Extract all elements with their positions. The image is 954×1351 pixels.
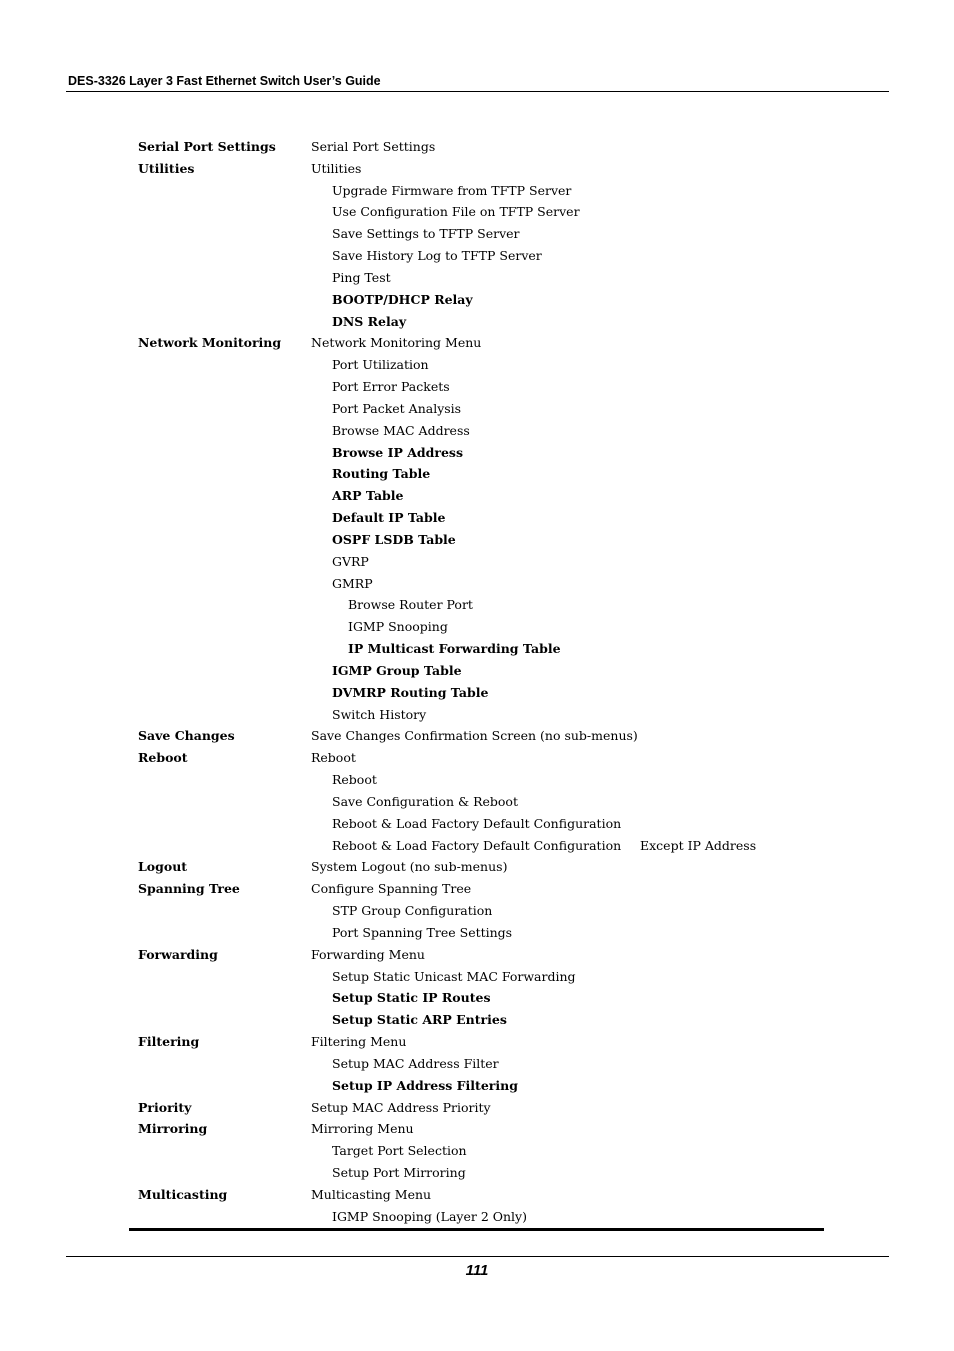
submenu-item: Setup Static IP Routes xyxy=(332,990,491,1005)
submenu-item: Upgrade Firmware from TFTP Server xyxy=(332,183,572,198)
submenu-item: Reboot xyxy=(332,772,377,787)
submenu-item: IGMP Snooping xyxy=(348,619,448,634)
menu-category-label: Logout xyxy=(138,859,188,874)
menu-category-label: Multicasting xyxy=(138,1187,228,1202)
menu-category-label: Forwarding xyxy=(138,947,218,962)
submenu-item: Setup Static ARP Entries xyxy=(332,1012,507,1027)
submenu-item: Switch History xyxy=(332,707,427,722)
menu-category-label: Reboot xyxy=(138,750,188,765)
menu-title: Mirroring Menu xyxy=(311,1121,414,1136)
submenu-item: Port Packet Analysis xyxy=(332,401,462,416)
menu-category-label: Utilities xyxy=(138,161,195,176)
menu-title: Save Changes Confirmation Screen (no sub-menus) xyxy=(311,728,638,743)
menu-title: Network Monitoring Menu xyxy=(311,335,482,350)
menu-title: Filtering Menu xyxy=(311,1034,407,1049)
menu-title: Setup MAC Address Priority xyxy=(311,1100,491,1115)
menu-category-label: Network Monitoring xyxy=(138,335,282,350)
submenu-item: Default IP Table xyxy=(332,510,446,525)
menu-category-label: Filtering xyxy=(138,1034,200,1049)
submenu-item: ARP Table xyxy=(332,488,404,503)
submenu-item: Routing Table xyxy=(332,466,431,481)
submenu-item: Setup Port Mirroring xyxy=(332,1165,466,1180)
submenu-item: Port Error Packets xyxy=(332,379,450,394)
submenu-item: IP Multicast Forwarding Table xyxy=(348,641,561,656)
footer-divider xyxy=(66,1256,889,1257)
menu-category-label: Serial Port Settings xyxy=(138,139,276,154)
menu-title: Configure Spanning Tree xyxy=(311,881,472,896)
submenu-item: DVMRP Routing Table xyxy=(332,685,489,700)
submenu-item: Save Settings to TFTP Server xyxy=(332,226,520,241)
submenu-item: Browse IP Address xyxy=(332,445,463,460)
submenu-item: IGMP Group Table xyxy=(332,663,462,678)
submenu-item: BOOTP/DHCP Relay xyxy=(332,292,473,307)
menu-category-label: Spanning Tree xyxy=(138,881,240,896)
menu-title: Forwarding Menu xyxy=(311,947,425,962)
submenu-item: Setup IP Address Filtering xyxy=(332,1078,518,1093)
submenu-item: Setup MAC Address Filter xyxy=(332,1056,499,1071)
submenu-item: Setup Static Unicast MAC Forwarding xyxy=(332,969,576,984)
menu-title: Reboot xyxy=(311,750,356,765)
submenu-item: Browse Router Port xyxy=(348,597,473,612)
submenu-item-note: Except IP Address xyxy=(640,838,757,853)
submenu-item: Save Configuration & Reboot xyxy=(332,794,518,809)
page-header-title: DES-3326 Layer 3 Fast Ethernet Switch User’s Guide xyxy=(68,74,381,88)
menu-title: Multicasting Menu xyxy=(311,1187,432,1202)
submenu-item: DNS Relay xyxy=(332,314,407,329)
menu-category-label: Save Changes xyxy=(138,728,235,743)
submenu-item: GMRP xyxy=(332,576,373,591)
submenu-item: OSPF LSDB Table xyxy=(332,532,456,547)
menu-category-label: Priority xyxy=(138,1100,192,1115)
submenu-item: Reboot & Load Factory Default Configuration xyxy=(332,838,622,853)
submenu-item: Use Configuration File on TFTP Server xyxy=(332,204,580,219)
page-number: 111 xyxy=(465,1262,489,1279)
submenu-item: GVRP xyxy=(332,554,369,569)
menu-title: Serial Port Settings xyxy=(311,139,436,154)
menu-category-label: Mirroring xyxy=(138,1121,208,1136)
submenu-item: Save History Log to TFTP Server xyxy=(332,248,542,263)
submenu-item: STP Group Configuration xyxy=(332,903,493,918)
submenu-item: Port Utilization xyxy=(332,357,429,372)
submenu-item: Target Port Selection xyxy=(332,1143,467,1158)
submenu-item: Reboot & Load Factory Default Configuration xyxy=(332,816,622,831)
submenu-item: IGMP Snooping (Layer 2 Only) xyxy=(332,1209,527,1224)
menu-title: Utilities xyxy=(311,161,362,176)
submenu-item: Port Spanning Tree Settings xyxy=(332,925,513,940)
menu-title: System Logout (no sub-menus) xyxy=(311,859,508,874)
submenu-item: Ping Test xyxy=(332,270,391,285)
submenu-item: Browse MAC Address xyxy=(332,423,470,438)
table-bottom-border xyxy=(129,1228,824,1231)
